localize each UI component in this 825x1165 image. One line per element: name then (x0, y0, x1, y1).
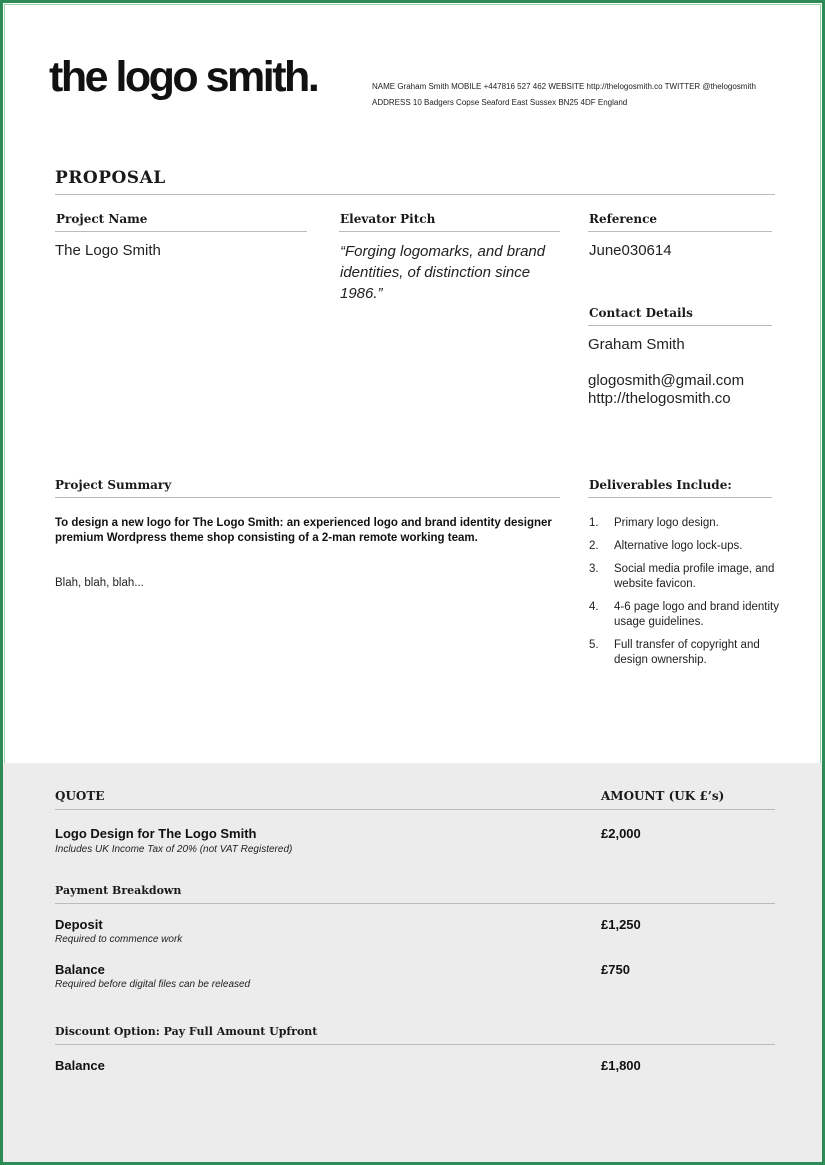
divider (55, 809, 775, 810)
list-item-text: Primary logo design. (614, 517, 719, 529)
divider (55, 903, 775, 904)
deposit-title: Deposit (55, 917, 103, 932)
elevator-pitch-value: “Forging logomarks, and brand identities, of distinction since 1986.” (340, 243, 546, 302)
list-number: 5. (589, 639, 599, 651)
reference-value: June030614 (589, 242, 672, 259)
list-number: 4. (589, 601, 599, 613)
project-name-label: Project Name (56, 212, 148, 226)
divider (55, 497, 560, 498)
list-item-text: Full transfer of copyright and design ownership. (614, 639, 760, 666)
list-item (589, 539, 779, 554)
list-item (589, 600, 779, 630)
divider (55, 231, 307, 232)
balance-amount: £750 (601, 962, 630, 977)
project-summary-label: Project Summary (55, 478, 172, 492)
list-item-text: 4-6 page logo and brand identity usage guidelines. (614, 601, 779, 628)
contact-website[interactable]: http://thelogosmith.co (588, 390, 731, 407)
deliverables-list (589, 516, 779, 676)
title-divider (55, 194, 775, 195)
project-summary-extra: Blah, blah, blah... (55, 577, 144, 589)
list-item-text: Social media profile image, and website favicon. (614, 563, 775, 590)
list-number: 3. (589, 563, 599, 575)
reference-label: Reference (589, 212, 658, 226)
project-summary-text: To design a new logo for The Logo Smith: an experienced logo and brand identity designer premium Wordpress theme shop consisting of a 2-man remote working team. (55, 517, 552, 544)
quote-item-note: Includes UK Income Tax of 20% (not VAT Registered) (55, 844, 293, 855)
quote-label: QUOTE (55, 789, 105, 803)
project-name-value: The Logo Smith (55, 242, 161, 259)
divider (588, 231, 772, 232)
header-contact-line: NAME Graham Smith MOBILE +447816 527 462 WEBSITE http://thelogosmith.co TWITTER @thelogosmith (372, 82, 756, 91)
deliverables-label: Deliverables Include: (589, 478, 732, 492)
list-item (589, 562, 779, 592)
contact-email[interactable]: glogosmith@gmail.com (588, 372, 745, 389)
balance-title: Balance (55, 962, 105, 977)
amount-header: AMOUNT (UK £’s) (601, 789, 725, 803)
discount-option-label: Discount Option: Pay Full Amount Upfront (55, 1025, 318, 1038)
discount-balance-title: Balance (55, 1058, 105, 1073)
quote-item-title: Logo Design for The Logo Smith (55, 826, 257, 841)
contact-details-label: Contact Details (589, 306, 693, 320)
company-logo: the logo smith. (49, 53, 318, 101)
divider (55, 1044, 775, 1045)
divider (588, 497, 772, 498)
divider (588, 325, 772, 326)
payment-breakdown-label: Payment Breakdown (55, 884, 182, 897)
list-number: 1. (589, 517, 599, 529)
deposit-note: Required to commence work (55, 934, 183, 945)
quote-item-amount: £2,000 (601, 826, 641, 841)
deposit-amount: £1,250 (601, 917, 641, 932)
contact-name: Graham Smith (588, 336, 685, 353)
header-address-line: ADDRESS 10 Badgers Copse Seaford East Sussex BN25 4DF England (372, 98, 628, 107)
document-title: PROPOSAL (55, 168, 166, 188)
list-number: 2. (589, 540, 599, 552)
quote-section (3, 763, 825, 1165)
list-item (589, 638, 779, 668)
balance-note: Required before digital files can be released (55, 979, 251, 990)
divider (339, 231, 560, 232)
elevator-pitch-label: Elevator Pitch (340, 212, 436, 226)
discount-balance-amount: £1,800 (601, 1058, 641, 1073)
list-item (589, 516, 779, 531)
list-item-text: Alternative logo lock-ups. (614, 540, 743, 552)
